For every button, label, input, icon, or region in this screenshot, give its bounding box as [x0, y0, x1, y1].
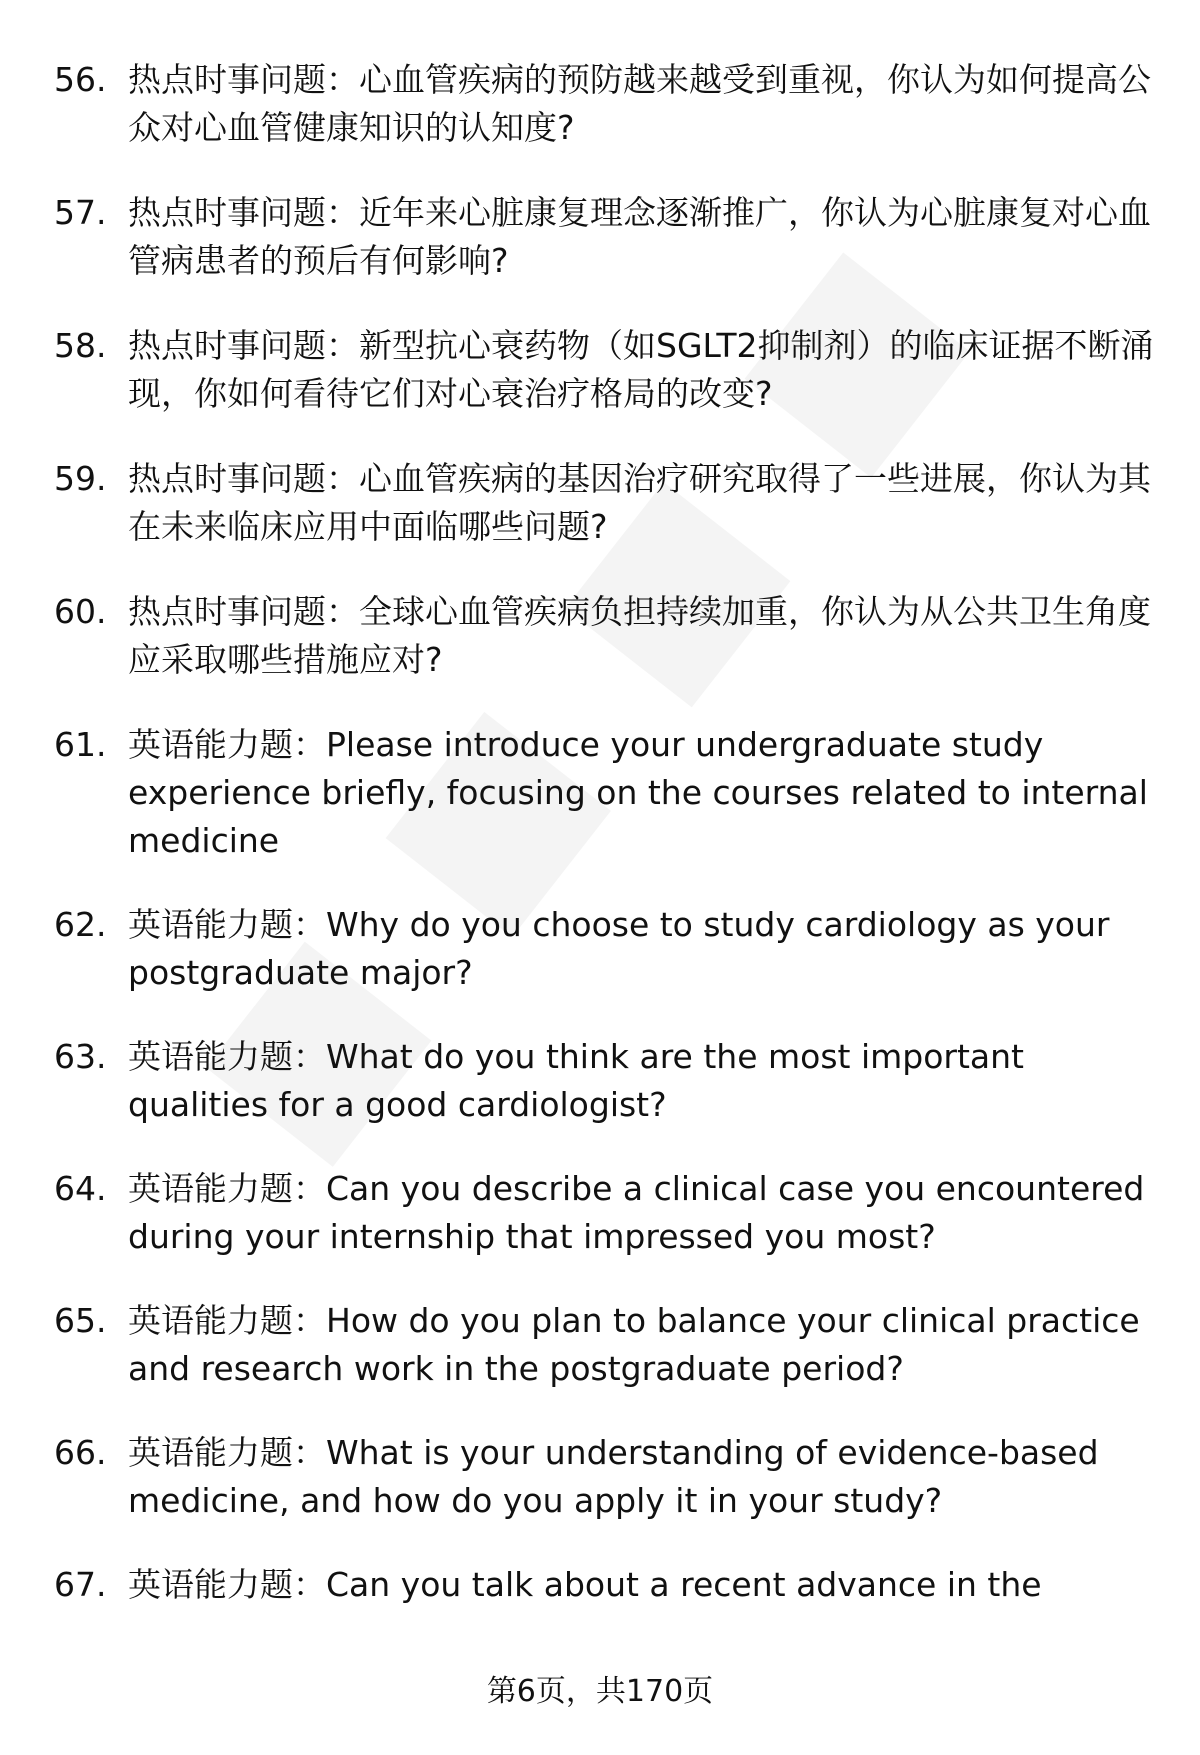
- question-text: [128, 56, 1160, 152]
- question-item-59: [0, 455, 1200, 551]
- question-item-62: [0, 901, 1200, 997]
- question-category: 英语能力题：: [128, 1565, 326, 1604]
- question-number: 58.: [54, 326, 107, 365]
- question-item-57: [0, 189, 1200, 285]
- question-body: 新型抗心衰药物（如SGLT2抑制剂）的临床证据不断涌现，你如何看待它们对心衰治疗格局的改变?: [128, 326, 1154, 413]
- question-body: 心血管疾病的预防越来越受到重视，你认为如何提高公众对心血管健康知识的认知度?: [128, 60, 1151, 147]
- question-text: [128, 1033, 1160, 1129]
- question-category: 热点时事问题：: [128, 60, 359, 99]
- question-text: [128, 588, 1160, 684]
- question-item-56: [0, 56, 1200, 152]
- question-body: Why do you choose to study cardiology as your postgraduate major?: [128, 905, 1110, 992]
- question-category: 热点时事问题：: [128, 592, 359, 631]
- question-body: 心血管疾病的基因治疗研究取得了一些进展，你认为其在未来临床应用中面临哪些问题?: [128, 459, 1151, 546]
- question-number: 66.: [54, 1433, 107, 1472]
- question-category: 英语能力题：: [128, 725, 326, 764]
- question-body: What is your understanding of evidence-based medicine, and how do you apply it in your study?: [128, 1433, 1099, 1520]
- question-category: 热点时事问题：: [128, 326, 359, 365]
- question-text: [128, 1561, 1160, 1609]
- question-text: [128, 1165, 1160, 1261]
- question-body: Can you describe a clinical case you encountered during your internship that impressed you most?: [128, 1169, 1145, 1256]
- question-list: [0, 56, 1200, 1645]
- question-category: 英语能力题：: [128, 1169, 326, 1208]
- question-category: 热点时事问题：: [128, 459, 359, 498]
- question-category: 英语能力题：: [128, 1037, 326, 1076]
- question-number: 63.: [54, 1037, 107, 1076]
- question-number: 65.: [54, 1301, 107, 1340]
- question-number: 67.: [54, 1565, 107, 1604]
- question-item-61: [0, 721, 1200, 865]
- question-text: [128, 721, 1160, 865]
- question-number: 62.: [54, 905, 107, 944]
- question-number: 64.: [54, 1169, 107, 1208]
- question-item-67: [0, 1561, 1200, 1609]
- question-item-64: [0, 1165, 1200, 1261]
- question-text: [128, 901, 1160, 997]
- question-body: Please introduce your undergraduate study experience briefly, focusing on the courses related to internal medicine: [128, 725, 1148, 860]
- question-item-65: [0, 1297, 1200, 1393]
- question-category: 英语能力题：: [128, 1301, 326, 1340]
- question-category: 热点时事问题：: [128, 193, 359, 232]
- question-text: [128, 1297, 1160, 1393]
- question-body: What do you think are the most important qualities for a good cardiologist?: [128, 1037, 1024, 1124]
- question-category: 英语能力题：: [128, 905, 326, 944]
- question-item-58: [0, 322, 1200, 418]
- question-category: 英语能力题：: [128, 1433, 326, 1472]
- question-number: 56.: [54, 60, 107, 99]
- question-item-60: [0, 588, 1200, 684]
- question-body: 近年来心脏康复理念逐渐推广，你认为心脏康复对心血管病患者的预后有何影响?: [128, 193, 1151, 280]
- question-body: Can you talk about a recent advance in the: [326, 1565, 1042, 1604]
- question-text: [128, 1429, 1160, 1525]
- question-body: 全球心血管疾病负担持续加重，你认为从公共卫生角度应采取哪些措施应对?: [128, 592, 1151, 679]
- page-footer: [0, 1672, 1200, 1712]
- question-body: How do you plan to balance your clinical practice and research work in the postgraduate period?: [128, 1301, 1140, 1388]
- question-item-63: [0, 1033, 1200, 1129]
- question-number: 57.: [54, 193, 107, 232]
- page-number-label: 第6页，共170页: [486, 1674, 714, 1709]
- question-text: [128, 189, 1160, 285]
- question-text: [128, 322, 1160, 418]
- question-number: 61.: [54, 725, 107, 764]
- question-number: 59.: [54, 459, 107, 498]
- question-item-66: [0, 1429, 1200, 1525]
- question-text: [128, 455, 1160, 551]
- question-number: 60.: [54, 592, 107, 631]
